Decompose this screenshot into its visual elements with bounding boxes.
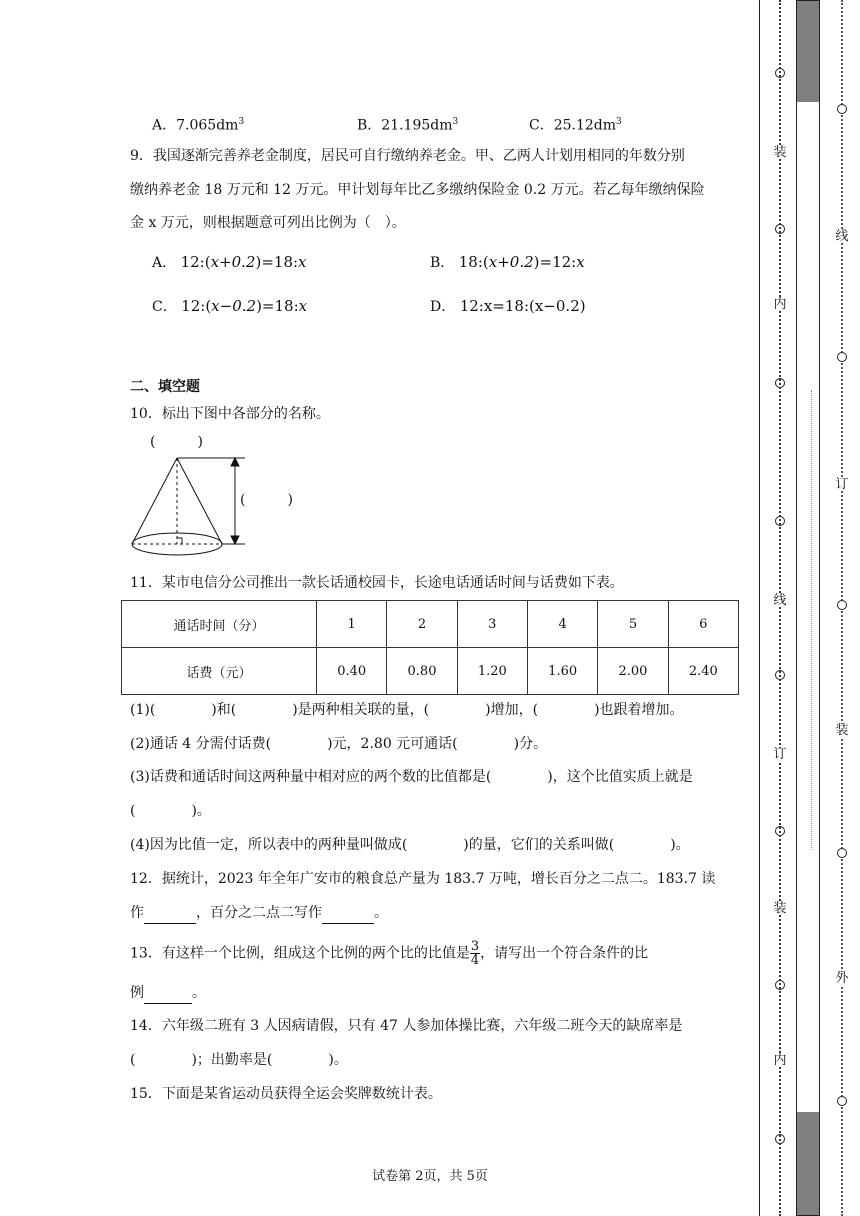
circle-mark <box>775 68 785 78</box>
circle-mark <box>837 104 847 114</box>
q15-text: 15．下面是某省运动员获得全运会奖牌数统计表。 <box>130 1086 442 1102</box>
table-row <box>122 648 739 695</box>
label-column <box>796 0 820 1216</box>
section-title: 二、填空题 <box>130 379 200 395</box>
table-cell: 4 <box>527 601 597 648</box>
circle-mark <box>837 352 847 362</box>
q9-line-3: 金 x 万元，则根据题意可列出比例为（ ）。 <box>130 215 406 231</box>
binding-char: 装 <box>835 723 849 738</box>
binding-char: 订 <box>773 747 787 762</box>
q14-line-2: ( )；出勤率是( )。 <box>130 1052 348 1068</box>
answer-blank[interactable] <box>144 983 192 1004</box>
answer-blank[interactable] <box>322 903 374 924</box>
table-cell: 3 <box>457 601 527 648</box>
binding-char: 线 <box>773 593 787 608</box>
q11-text: 11．某市电信分公司推出一款长话通校园卡，长途电话通话时间与话费如下表。 <box>130 575 624 591</box>
circle-mark <box>775 516 785 526</box>
table-cell: 2.00 <box>598 648 668 695</box>
table-cell: 2 <box>387 601 457 648</box>
q9-option-c: C． 12:(x−0.2)=18:x <box>152 297 308 315</box>
table-cell: 0.40 <box>317 648 387 695</box>
circle-mark <box>775 378 785 388</box>
binding-char: 订 <box>835 477 849 492</box>
binding-char: 线 <box>835 229 849 244</box>
cone-diagram <box>125 452 275 557</box>
table-cell: 6 <box>668 601 738 648</box>
q9-option-d: D． 12:x=18:(x−0.2) <box>430 297 586 315</box>
q8-option-c: C．$25.12dm^3$ <box>529 117 622 134</box>
q11-part-1: (1)( )和( )是两种相关联的量，( )增加，( )也跟着增加。 <box>130 702 684 718</box>
circle-mark <box>775 1134 785 1144</box>
q11-part-3-cont: ( )。 <box>130 803 211 819</box>
q9-line-2: 缴纳养老金 18 万元和 12 万元。甲计划每年比乙多缴纳保险金 0.2 万元。若乙每年缴纳保险 <box>130 182 705 198</box>
binding-char: 外 <box>835 971 849 986</box>
binding-char: 装 <box>773 145 787 160</box>
circle-mark <box>775 980 785 990</box>
circle-mark <box>775 224 785 234</box>
table-cell: 0.80 <box>387 648 457 695</box>
q10-text: 10．标出下图中各部分的名称。 <box>130 406 330 422</box>
table-cell: 1.20 <box>457 648 527 695</box>
binding-border <box>759 0 760 1216</box>
table-row <box>122 601 739 648</box>
binding-char: 内 <box>773 297 787 312</box>
q13-line-1: 13．有这样一个比例，组成这个比例的两个比的比值是 $\frac{3}{4}$ ，请写出一个符合条件的比 <box>130 939 649 968</box>
call-fee-table <box>121 600 739 695</box>
cone-shape <box>132 458 222 555</box>
circle-mark <box>837 1096 847 1106</box>
fraction: $\frac{3}{4}$ <box>470 939 480 968</box>
binding-char: 内 <box>773 1053 787 1068</box>
table-header-cell: 话费（元） <box>122 648 317 695</box>
q10-blank-right: ( ) <box>240 492 293 508</box>
circle-mark <box>775 670 785 680</box>
table-cell: 5 <box>598 601 668 648</box>
q9-line-1: 9．我国逐渐完善养老金制度，居民可自行缴纳养老金。甲、乙两人计划用相同的年数分别 <box>130 148 685 164</box>
q8-option-b: B．$21.195dm^3$ <box>357 117 459 134</box>
q11-part-3: (3)话费和通话时间这两种量中相对应的两个数的比值都是( )，这个比值实质上就是 <box>130 769 693 785</box>
page-footer: 试卷第 2页，共 5页 <box>372 1169 488 1184</box>
q9-option-b: B． 18:(x+0.2)=12:x <box>430 253 585 271</box>
binding-char: 装 <box>773 901 787 916</box>
table-header-cell: 通话时间（分） <box>122 601 317 648</box>
height-arrow <box>177 458 245 544</box>
q12-line-1: 12．据统计，2023 年全年广安市的粮食总产量为 183.7 万吨，增长百分之二点二。183.7 读 <box>130 871 716 887</box>
table-cell: 1 <box>317 601 387 648</box>
q11-part-4: (4)因为比值一定，所以表中的两种量叫做成( )的量，它们的关系叫做( )。 <box>130 837 690 853</box>
q13-line-2: 例 。 <box>130 983 740 1004</box>
q12-line-2: 作 ，百分之二点二写作 。 <box>130 903 740 924</box>
circle-mark <box>775 826 785 836</box>
q8-option-a: A．$7.065dm^3$ <box>152 117 245 134</box>
table-cell: 1.60 <box>527 648 597 695</box>
answer-blank[interactable] <box>144 903 196 924</box>
circle-mark <box>837 848 847 858</box>
q9-option-a: A． 12:(x+0.2)=18:x <box>152 253 307 271</box>
q10-blank-top: ( ) <box>150 434 203 450</box>
q14-line-1: 14．六年级二班有 3 人因病请假，只有 47 人参加体操比赛，六年级二班今天的缺席率是 <box>130 1018 683 1034</box>
table-cell: 2.40 <box>668 648 738 695</box>
q11-part-2: (2)通话 4 分需付话费( )元，2.80 元可通话( )分。 <box>130 736 548 752</box>
circle-mark <box>837 600 847 610</box>
